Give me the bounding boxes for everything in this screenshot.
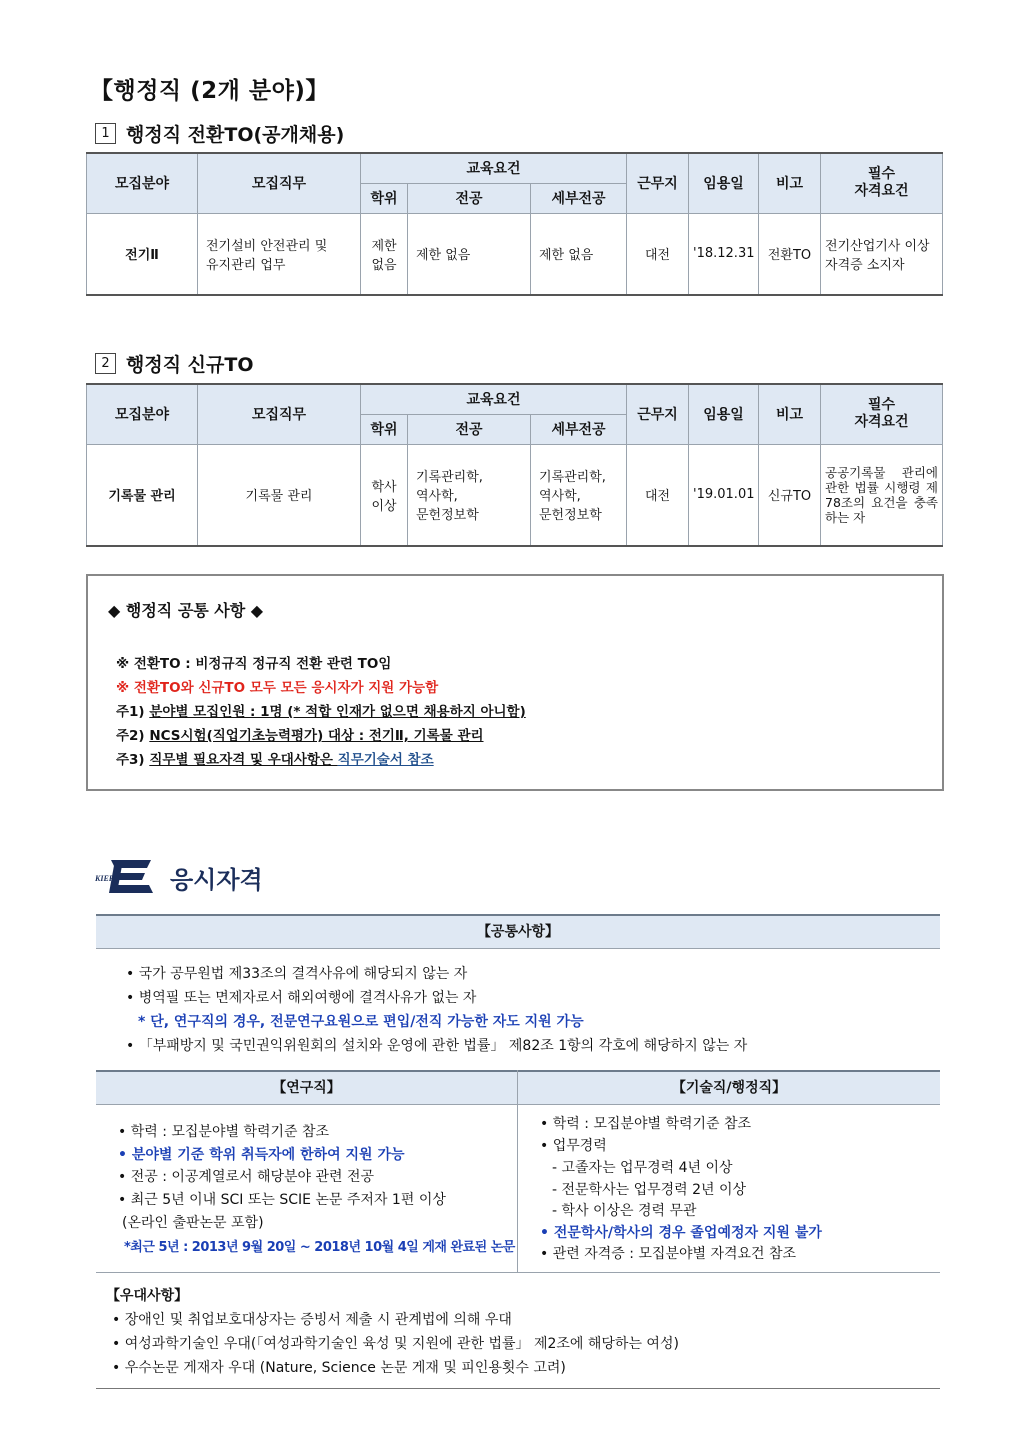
col-detail-major: 세부전공	[531, 414, 627, 444]
col-degree: 학위	[361, 183, 408, 213]
cell-degree: 학사 이상	[361, 444, 408, 546]
research-item-4: • 최근 5년 이내 SCI 또는 SCIE 논문 주저자 1편 이상	[118, 1192, 446, 1208]
cell-note: 전환TO	[759, 213, 821, 295]
cell-major: 제한 없음	[408, 213, 531, 295]
tech-item-3: - 고졸자는 업무경력 4년 이상	[552, 1160, 733, 1176]
common-item-3: * 단, 연구직의 경우, 전문연구요원으로 편입/전직 가능한 자도 지원 가능	[138, 1014, 584, 1030]
section2-title	[95, 350, 254, 377]
preference-item-3: • 우수논문 게재자 우대 (Nature, Science 논문 게재 및 피인용횟수 고려)	[112, 1360, 566, 1376]
tech-item-6: • 전문학사/학사의 경우 졸업예정자 지원 불가	[540, 1225, 822, 1241]
notice-title: ◆ 행정직 공통 사항 ◆	[108, 601, 264, 620]
job-description-link[interactable]: 직무기술서 참조	[337, 752, 434, 768]
tech-item-7: • 관련 자격증 : 모집분야별 자격요건 참조	[540, 1246, 797, 1262]
cell-degree: 제한 없음	[361, 213, 408, 295]
tech-item-4: - 전문학사는 업무경력 2년 이상	[552, 1182, 747, 1198]
col-duty: 모집직무	[198, 384, 361, 444]
col-major: 전공	[408, 414, 531, 444]
section2-title-text: 행정직 신규TO	[126, 354, 254, 376]
col-required: 필수 자격요건	[821, 384, 943, 444]
research-item-3: • 전공 : 이공계열로서 해당분야 관련 전공	[118, 1169, 375, 1185]
preference-item-1: • 장애인 및 취업보호대상자는 증빙서 제출 시 관계법에 의해 우대	[112, 1312, 512, 1328]
cell-duty: 전기설비 안전관리 및 유지관리 업무	[198, 213, 361, 295]
common-item-1: • 국가 공무원법 제33조의 결격사유에 해당되지 않는 자	[126, 966, 468, 982]
recruitment-table-2	[86, 383, 943, 547]
common-item-2: • 병역필 또는 면제자로서 해외여행에 결격사유가 없는 자	[126, 990, 477, 1006]
research-item-6: *최근 5년 : 2013년 9월 20일 ~ 2018년 10월 4일 게재 완료된 논문	[124, 1240, 515, 1255]
cell-date: '18.12.31	[689, 213, 759, 295]
research-item-2: • 분야별 기준 학위 취득자에 한하여 지원 가능	[118, 1147, 405, 1163]
cell-location: 대전	[627, 213, 689, 295]
col-required: 필수 자격요건	[821, 153, 943, 213]
research-item-1: • 학력 : 모집분야별 학력기준 참조	[118, 1124, 330, 1140]
cell-detail-major: 기록관리학, 역사학, 문헌정보학	[531, 444, 627, 546]
notice-line-4: 주2) NCS시험(직업기초능력평가) 대상 : 전기Ⅱ, 기록물 관리	[116, 728, 484, 744]
col-duty: 모집직무	[198, 153, 361, 213]
col-edu: 교육요건	[361, 153, 627, 183]
tech-header: 【기술직/행정직】	[518, 1070, 940, 1105]
col-note: 비고	[759, 384, 821, 444]
common-header: 【공통사항】	[96, 914, 940, 949]
section1-title-text: 행정직 전환TO(공개채용)	[126, 124, 345, 146]
bottom-line	[96, 1388, 940, 1389]
notice-line-5: 주3) 직무별 필요자격 및 우대사항은 직무기술서 참조	[116, 752, 434, 768]
recruitment-table-1	[86, 152, 943, 296]
tech-item-5: - 학사 이상은 경력 무관	[552, 1203, 697, 1219]
section-number-box: 1	[95, 123, 116, 144]
cell-note: 신규TO	[759, 444, 821, 546]
notice-line-3: 주1) 분야별 모집인원 : 1명 (* 적합 인재가 없으면 채용하지 아니함)	[116, 704, 526, 720]
col-field: 모집분야	[87, 153, 198, 213]
tech-item-2: • 업무경력	[540, 1138, 607, 1154]
research-header: 【연구직】	[96, 1070, 517, 1105]
cell-major: 기록관리학, 역사학, 문헌정보학	[408, 444, 531, 546]
tech-item-1: • 학력 : 모집분야별 학력기준 참조	[540, 1116, 752, 1132]
divider-line	[96, 1272, 940, 1273]
research-item-5: (온라인 출판논문 포함)	[122, 1215, 264, 1231]
cell-date: '19.01.01	[689, 444, 759, 546]
col-detail-major: 세부전공	[531, 183, 627, 213]
column-divider	[517, 1070, 518, 1272]
notice-line-1: ※ 전환TO : 비정규직 정규직 전환 관련 TO임	[116, 656, 392, 672]
cell-field: 전기Ⅱ	[87, 213, 198, 295]
section1-title	[95, 120, 344, 147]
col-note: 비고	[759, 153, 821, 213]
cell-required: 공공기록물 관리에 관한 법률 시행령 제78조의 요건을 충족하는 자	[821, 444, 943, 546]
common-item-4: • 「부패방지 및 국민권익위원회의 설치와 운영에 관한 법률」 제82조 1항의 각호에 해당하지 않는 자	[126, 1038, 748, 1054]
cell-required: 전기산업기사 이상 자격증 소지자	[821, 213, 943, 295]
preference-item-2: • 여성과학기술인 우대(「여성과학기술인 육성 및 지원에 관한 법률」 제2조에 해당하는 여성)	[112, 1336, 679, 1352]
col-field: 모집분야	[87, 384, 198, 444]
col-degree: 학위	[361, 414, 408, 444]
col-edu: 교육요건	[361, 384, 627, 414]
cell-duty: 기록물 관리	[198, 444, 361, 546]
svg-text:KIER: KIER	[95, 874, 115, 883]
cell-field: 기록물 관리	[87, 444, 198, 546]
kier-logo	[95, 856, 153, 898]
section-title-eligibility: 응시자격	[170, 866, 263, 894]
cell-location: 대전	[627, 444, 689, 546]
section-number-box: 2	[95, 353, 116, 374]
notice-line-2: ※ 전환TO와 신규TO 모두 모든 응시자가 지원 가능함	[116, 680, 439, 696]
col-location: 근무지	[627, 153, 689, 213]
preference-header: 【우대사항】	[106, 1288, 189, 1304]
col-major: 전공	[408, 183, 531, 213]
col-location: 근무지	[627, 384, 689, 444]
common-notice-box	[86, 574, 944, 791]
col-date: 임용일	[689, 384, 759, 444]
col-date: 임용일	[689, 153, 759, 213]
cell-detail-major: 제한 없음	[531, 213, 627, 295]
page-heading: 【행정직 (2개 분야)】	[90, 78, 329, 104]
